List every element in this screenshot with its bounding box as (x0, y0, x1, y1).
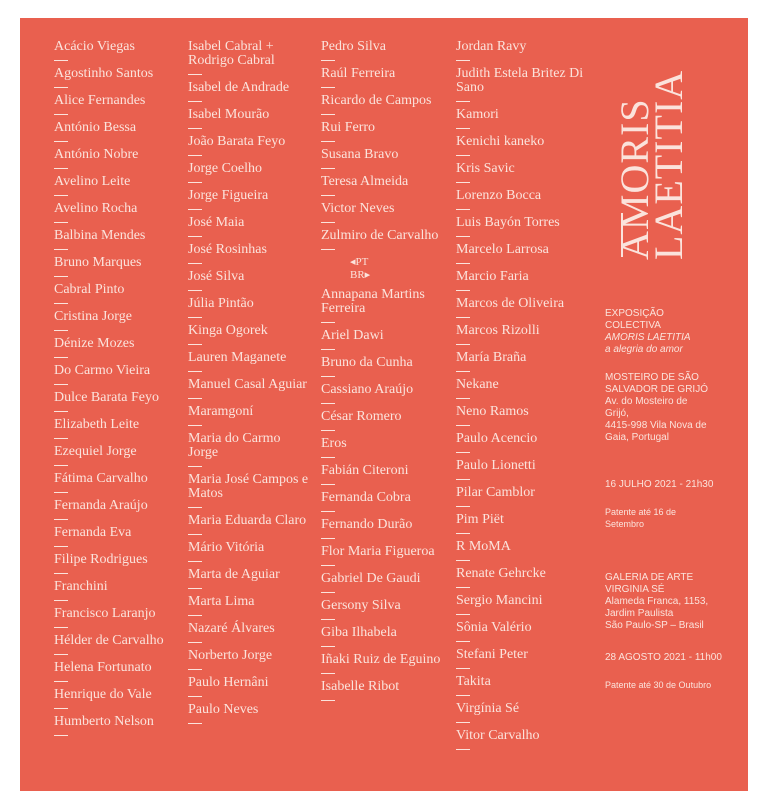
venue2-name-2: VIRGINIA SÉ (605, 584, 665, 595)
artist-name: Paulo Neves (188, 702, 259, 717)
name-separator (54, 330, 68, 331)
divider-br: BR▸ (350, 269, 371, 281)
artist-name: Lauren Maganete (188, 350, 287, 365)
name-separator (321, 403, 335, 404)
name-separator (188, 466, 202, 467)
artist-name: Francisco Laranjo (54, 606, 156, 621)
artist-column-2 (188, 40, 314, 730)
artist-name: Nekane (456, 377, 499, 392)
artist-name: Gersony Silva (321, 598, 401, 613)
artist-name: Fátima Carvalho (54, 471, 148, 486)
name-separator (188, 371, 202, 372)
name-separator (456, 101, 470, 102)
artist-name: Marta Lima (188, 594, 255, 609)
name-separator (456, 236, 470, 237)
artist-name: Lorenzo Bocca (456, 188, 542, 203)
artist-name: Avelino Rocha (54, 201, 138, 216)
exhibition-name: AMORIS LAETITIA (605, 332, 691, 343)
name-separator (54, 519, 68, 520)
artist-name: María Braña (456, 350, 527, 365)
name-separator (456, 452, 470, 453)
poster (20, 18, 748, 791)
name-separator (321, 60, 335, 61)
name-separator (188, 534, 202, 535)
name-separator (321, 249, 335, 250)
name-separator (321, 349, 335, 350)
venue1-until-2: Setembro (605, 519, 645, 529)
name-separator (188, 642, 202, 643)
artist-name: Ricardo de Campos (321, 93, 432, 108)
artist-name: Kenichi kaneko (456, 134, 545, 149)
artist-name: Pedro Silva (321, 39, 386, 54)
name-separator (54, 276, 68, 277)
artist-name: Fernanda Cobra (321, 490, 411, 505)
name-separator (321, 87, 335, 88)
artist-name: Teresa Almeida (321, 174, 409, 189)
artist-name: Iñaki Ruiz de Eguino (321, 652, 441, 667)
name-separator (54, 222, 68, 223)
name-separator (321, 565, 335, 566)
artist-name: Neno Ramos (456, 404, 529, 419)
artist-name: Cassiano Araújo (321, 382, 414, 397)
name-separator (321, 195, 335, 196)
name-separator (54, 249, 68, 250)
name-separator (188, 74, 202, 75)
name-separator (54, 384, 68, 385)
venue2-address-3: São Paulo-SP – Brasil (605, 620, 704, 631)
name-separator (188, 128, 202, 129)
exhibition-subtitle: a alegria do amor (605, 344, 683, 355)
artist-name: César Romero (321, 409, 402, 424)
name-separator (321, 168, 335, 169)
name-separator (321, 141, 335, 142)
artist-column-1 (54, 40, 184, 742)
artist-name: Stefani Peter (456, 647, 528, 662)
artist-name: José Silva (188, 269, 245, 284)
artist-name: António Bessa (54, 120, 137, 135)
artist-name: Marcos de Oliveira (456, 296, 565, 311)
name-separator (188, 209, 202, 210)
artist-name: Do Carmo Vieira (54, 363, 151, 378)
artist-name: Fernanda Araújo (54, 498, 148, 513)
name-separator (456, 614, 470, 615)
artist-column-3 (321, 40, 447, 707)
name-separator (188, 669, 202, 670)
name-separator (188, 317, 202, 318)
name-separator (321, 511, 335, 512)
artist-name: Paulo Lionetti (456, 458, 536, 473)
artist-name: Henrique do Vale (54, 687, 152, 702)
artist-name: Cristina Jorge (54, 309, 132, 324)
name-separator (188, 155, 202, 156)
artist-name: Mário Vitória (188, 540, 265, 555)
artist-name: Cabral Pinto (54, 282, 125, 297)
artist-name: Balbina Mendes (54, 228, 146, 243)
artist-name: Renate Gehrcke (456, 566, 546, 581)
artist-name: Isabel Cabral + Rodrigo Cabral (188, 39, 275, 68)
name-separator (188, 236, 202, 237)
artist-name: Júlia Pintão (188, 296, 254, 311)
artist-name: Maria Eduarda Claro (188, 513, 307, 528)
artist-name: Giba Ilhabela (321, 625, 397, 640)
name-separator (456, 587, 470, 588)
name-separator (456, 668, 470, 669)
name-separator (456, 425, 470, 426)
artist-name: Hélder de Carvalho (54, 633, 164, 648)
exhibition-title (612, 69, 691, 260)
venue2-until: Patente até 30 de Outubro (605, 680, 712, 690)
name-separator (456, 128, 470, 129)
artist-name: Marta de Aguiar (188, 567, 280, 582)
artist-name: Zulmiro de Carvalho (321, 228, 439, 243)
name-separator (54, 546, 68, 547)
artist-name: Sergio Mancini (456, 593, 543, 608)
name-separator (321, 430, 335, 431)
venue1-date: 16 JULHO 2021 - 21h30 (605, 479, 714, 490)
artist-name: Marcelo Larrosa (456, 242, 549, 257)
name-separator (54, 465, 68, 466)
name-separator (321, 538, 335, 539)
name-separator (54, 87, 68, 88)
venue1-name-1: MOSTEIRO DE SÃO (605, 372, 699, 383)
artist-name: Nazaré Álvares (188, 621, 275, 636)
name-separator (54, 60, 68, 61)
artist-name: Alice Fernandes (54, 93, 146, 108)
artist-name: Franchini (54, 579, 108, 594)
name-separator (321, 673, 335, 674)
artist-name: Jorge Figueira (188, 188, 269, 203)
name-separator (456, 722, 470, 723)
artist-name: Isabel Mourão (188, 107, 270, 122)
artist-name: Paulo Hernâni (188, 675, 269, 690)
artist-name: Norberto Jorge (188, 648, 273, 663)
venue2-date: 28 AGOSTO 2021 - 11h00 (605, 652, 722, 663)
venue1-until-1: Patente até 16 de (605, 507, 677, 517)
country-divider (350, 256, 447, 282)
name-separator (456, 479, 470, 480)
artist-name: Jorge Coelho (188, 161, 263, 176)
name-separator (321, 222, 335, 223)
artist-name: Flor Maria Figueroa (321, 544, 435, 559)
venue1-address-1: Av. do Mosteiro de (605, 396, 688, 407)
artist-name: Pim Piët (456, 512, 504, 527)
name-separator (188, 263, 202, 264)
name-separator (321, 376, 335, 377)
artist-name: Agostinho Santos (54, 66, 154, 81)
name-separator (54, 681, 68, 682)
artist-name: José Maia (188, 215, 245, 230)
artist-name: Pilar Camblor (456, 485, 535, 500)
name-separator (456, 209, 470, 210)
artist-name: Acácio Viegas (54, 39, 135, 54)
name-separator (321, 700, 335, 701)
artist-name: Gabriel De Gaudi (321, 571, 421, 586)
name-separator (456, 290, 470, 291)
name-separator (188, 425, 202, 426)
name-separator (188, 615, 202, 616)
artist-name: Bruno da Cunha (321, 355, 413, 370)
name-separator (188, 723, 202, 724)
name-separator (54, 654, 68, 655)
artist-name: António Nobre (54, 147, 139, 162)
exhibition-line-1: EXPOSIÇÃO (605, 308, 664, 319)
venue2-address-1: Alameda Franca, 1153, (605, 596, 709, 607)
artist-name: Fabián Citeroni (321, 463, 409, 478)
name-separator (456, 371, 470, 372)
name-separator (321, 619, 335, 620)
artist-name: Kinga Ogorek (188, 323, 268, 338)
name-separator (54, 492, 68, 493)
name-separator (54, 438, 68, 439)
artist-name: Kamori (456, 107, 499, 122)
name-separator (54, 303, 68, 304)
title-line-2: LAETITIA (646, 69, 691, 260)
name-separator (54, 141, 68, 142)
venue2-address-2: Jardim Paulista (605, 608, 674, 619)
artist-column-4 (456, 40, 586, 756)
exhibition-line-2: COLECTIVA (605, 320, 661, 331)
name-separator (54, 411, 68, 412)
artist-name: Sônia Valério (456, 620, 532, 635)
name-separator (188, 290, 202, 291)
name-separator (456, 60, 470, 61)
exhibition-label (605, 308, 691, 356)
artist-name: Judith Estela Britez Di Sano (456, 66, 584, 95)
artist-name: Manuel Casal Aguiar (188, 377, 307, 392)
artist-name: Fernanda Eva (54, 525, 132, 540)
name-separator (456, 641, 470, 642)
name-separator (321, 646, 335, 647)
artist-name: Vitor Carvalho (456, 728, 540, 743)
artist-name: Ezequiel Jorge (54, 444, 137, 459)
name-separator (321, 457, 335, 458)
artist-name: Isabelle Ribot (321, 679, 400, 694)
name-separator (456, 344, 470, 345)
artist-name: Elizabeth Leite (54, 417, 140, 432)
artist-name: Rui Ferro (321, 120, 376, 135)
name-separator (54, 168, 68, 169)
artist-name: Maria do Carmo Jorge (188, 431, 281, 460)
name-separator (188, 101, 202, 102)
artist-name: Virgínia Sé (456, 701, 520, 716)
venue1-until (605, 506, 676, 530)
divider-pt: ◂PT (350, 256, 369, 268)
name-separator (456, 263, 470, 264)
artist-name: Susana Bravo (321, 147, 399, 162)
name-separator (456, 560, 470, 561)
venue1-address-2: Grijó, (605, 408, 629, 419)
name-separator (456, 695, 470, 696)
venue1-address-4: Gaia, Portugal (605, 432, 669, 443)
venue-portugal (605, 372, 708, 444)
name-separator (54, 357, 68, 358)
artist-name: Filipe Rodrigues (54, 552, 148, 567)
venue1-name-2: SALVADOR DE GRIJÓ (605, 384, 708, 395)
name-separator (188, 507, 202, 508)
name-separator (54, 627, 68, 628)
name-separator (456, 506, 470, 507)
artist-name: Bruno Marques (54, 255, 142, 270)
artist-name: José Rosinhas (188, 242, 267, 257)
title-line-1: AMORIS (612, 98, 657, 260)
artist-name: Eros (321, 436, 347, 451)
name-separator (188, 561, 202, 562)
artist-name: Isabel de Andrade (188, 80, 290, 95)
artist-name: Takita (456, 674, 491, 689)
venue2-name-1: GALERIA DE ARTE (605, 572, 694, 583)
artist-name: R MoMA (456, 539, 511, 554)
name-separator (188, 398, 202, 399)
artist-name: Dénize Mozes (54, 336, 135, 351)
name-separator (456, 155, 470, 156)
venue-brasil (605, 572, 708, 632)
name-separator (456, 317, 470, 318)
artist-name: Luis Bayón Torres (456, 215, 560, 230)
artist-name: Dulce Barata Feyo (54, 390, 159, 405)
artist-name: Victor Neves (321, 201, 395, 216)
name-separator (54, 735, 68, 736)
artist-name: Kris Savic (456, 161, 515, 176)
name-separator (54, 114, 68, 115)
artist-name: Paulo Acencio (456, 431, 538, 446)
artist-name: Avelino Leite (54, 174, 131, 189)
name-separator (188, 344, 202, 345)
artist-name: Humberto Nelson (54, 714, 154, 729)
artist-name: Maramgoní (188, 404, 254, 419)
name-separator (54, 708, 68, 709)
name-separator (456, 749, 470, 750)
artist-name: Helena Fortunato (54, 660, 152, 675)
artist-name: Ariel Dawi (321, 328, 384, 343)
artist-name: Maria José Campos e Matos (188, 472, 309, 501)
artist-name: Fernando Durão (321, 517, 413, 532)
artist-name: Annapana Martins Ferreira (321, 287, 425, 316)
artist-name: Jordan Ravy (456, 39, 527, 54)
name-separator (54, 600, 68, 601)
artist-name: Raúl Ferreira (321, 66, 396, 81)
name-separator (456, 533, 470, 534)
name-separator (321, 322, 335, 323)
artist-name: João Barata Feyo (188, 134, 286, 149)
name-separator (188, 696, 202, 697)
name-separator (54, 573, 68, 574)
name-separator (321, 592, 335, 593)
name-separator (456, 182, 470, 183)
name-separator (321, 114, 335, 115)
artist-name: Marcio Faria (456, 269, 529, 284)
name-separator (188, 588, 202, 589)
name-separator (188, 182, 202, 183)
venue1-address-3: 4415-998 Vila Nova de (605, 420, 707, 431)
name-separator (456, 398, 470, 399)
artist-name: Marcos Rizolli (456, 323, 540, 338)
name-separator (321, 484, 335, 485)
name-separator (54, 195, 68, 196)
